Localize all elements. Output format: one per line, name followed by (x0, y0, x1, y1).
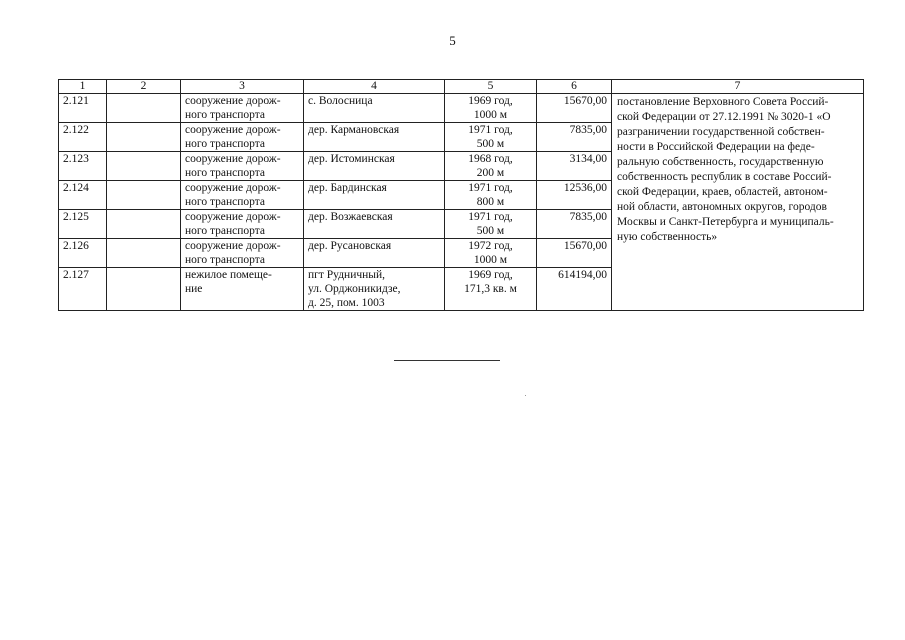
object-address (304, 239, 445, 268)
object-address (304, 123, 445, 152)
year-and-size (445, 239, 537, 268)
cell-line: сооружение дорож- (185, 182, 281, 194)
cell-line: дер. Русановская (308, 240, 392, 252)
book-value: 12536,00 (537, 181, 612, 210)
year-and-size (445, 268, 537, 311)
cell-line: 800 м (476, 196, 505, 208)
cell-line: ного транспорта (185, 138, 266, 150)
cell-line: сооружение дорож- (185, 153, 281, 165)
cell-line: ральную собственность, государственную (617, 156, 824, 168)
cell-line: дер. Возжаевская (308, 211, 393, 223)
cell-line: сооружение дорож- (185, 211, 281, 223)
object-type (181, 239, 304, 268)
cell-line: ного транспорта (185, 109, 266, 121)
cell-line: ности в Российской Федерации на феде- (617, 141, 815, 153)
cell-line: 1971 год, (468, 124, 513, 136)
column-header: 4 (304, 80, 445, 94)
cell-line: постановление Верховного Совета Россий- (617, 96, 829, 108)
book-value: 614194,00 (537, 268, 612, 311)
object-type (181, 181, 304, 210)
book-value: 15670,00 (537, 94, 612, 123)
item-number: 2.127 (59, 268, 107, 311)
cell-line: ного транспорта (185, 225, 266, 237)
cell-line: 1000 м (473, 109, 508, 121)
cell-col2 (107, 268, 181, 311)
cell-line: д. 25, пом. 1003 (308, 297, 385, 309)
cell-col2 (107, 94, 181, 123)
object-address (304, 152, 445, 181)
column-header: 1 (59, 80, 107, 94)
object-type (181, 210, 304, 239)
cell-line: ной области, автономных округов, городов (617, 201, 827, 213)
book-value: 3134,00 (537, 152, 612, 181)
object-type (181, 123, 304, 152)
page-number: 5 (449, 33, 456, 48)
column-header: 6 (537, 80, 612, 94)
cell-line: 1969 год, (468, 95, 513, 107)
cell-line: с. Волосница (308, 95, 373, 107)
cell-line: ние (185, 283, 203, 295)
year-and-size (445, 94, 537, 123)
book-value: 7835,00 (537, 210, 612, 239)
cell-line: дер. Истоминская (308, 153, 395, 165)
cell-line: ного транспорта (185, 196, 266, 208)
book-value: 7835,00 (537, 123, 612, 152)
object-type (181, 268, 304, 311)
cell-line: сооружение дорож- (185, 124, 281, 136)
object-type (181, 94, 304, 123)
item-number: 2.126 (59, 239, 107, 268)
cell-col2 (107, 152, 181, 181)
scan-speck (525, 395, 526, 396)
cell-line: дер. Бардинская (308, 182, 387, 194)
cell-line: 1971 год, (468, 211, 513, 223)
column-header: 5 (445, 80, 537, 94)
table-row (59, 94, 864, 123)
cell-line: ул. Орджоникидзе, (308, 283, 401, 295)
cell-line: сооружение дорож- (185, 240, 281, 252)
cell-line: ного транспорта (185, 254, 266, 266)
item-number: 2.124 (59, 181, 107, 210)
cell-line: сооружение дорож- (185, 95, 281, 107)
object-address (304, 94, 445, 123)
year-and-size (445, 123, 537, 152)
cell-line: собственность республик в составе Россий- (617, 171, 832, 183)
column-header: 3 (181, 80, 304, 94)
cell-line: пгт Рудничный, (308, 269, 386, 281)
item-number: 2.122 (59, 123, 107, 152)
cell-line: ской Федерации от 27.12.1991 № 3020-1 «О (617, 111, 831, 123)
cell-line: 200 м (476, 167, 505, 179)
end-rule (394, 360, 500, 361)
cell-line: ную собственность» (617, 231, 718, 243)
property-table (58, 79, 864, 311)
cell-line: 1971 год, (468, 182, 513, 194)
cell-line: 500 м (476, 225, 505, 237)
year-and-size (445, 181, 537, 210)
object-address (304, 210, 445, 239)
item-number: 2.125 (59, 210, 107, 239)
legal-basis (612, 94, 864, 311)
cell-line: ного транспорта (185, 167, 266, 179)
cell-col2 (107, 239, 181, 268)
cell-col2 (107, 210, 181, 239)
header-row (59, 80, 864, 94)
column-header: 7 (612, 80, 864, 94)
item-number: 2.123 (59, 152, 107, 181)
cell-line: 1968 год, (468, 153, 513, 165)
cell-line: 1969 год, (468, 269, 513, 281)
cell-line: ской Федерации, краев, областей, автоном- (617, 186, 828, 198)
cell-line: 171,3 кв. м (464, 283, 517, 295)
object-address (304, 268, 445, 311)
cell-line: дер. Кармановская (308, 124, 400, 136)
cell-line: Москвы и Санкт-Петербурга и муниципаль- (617, 216, 834, 228)
year-and-size (445, 210, 537, 239)
cell-line: разграничении государственной собствен- (617, 126, 825, 138)
cell-col2 (107, 181, 181, 210)
book-value: 15670,00 (537, 239, 612, 268)
cell-line: 500 м (476, 138, 505, 150)
cell-col2 (107, 123, 181, 152)
object-address (304, 181, 445, 210)
object-type (181, 152, 304, 181)
year-and-size (445, 152, 537, 181)
cell-line: нежилое помеще- (185, 269, 272, 281)
column-header: 2 (107, 80, 181, 94)
cell-line: 1000 м (473, 254, 508, 266)
item-number: 2.121 (59, 94, 107, 123)
cell-line: 1972 год, (468, 240, 513, 252)
